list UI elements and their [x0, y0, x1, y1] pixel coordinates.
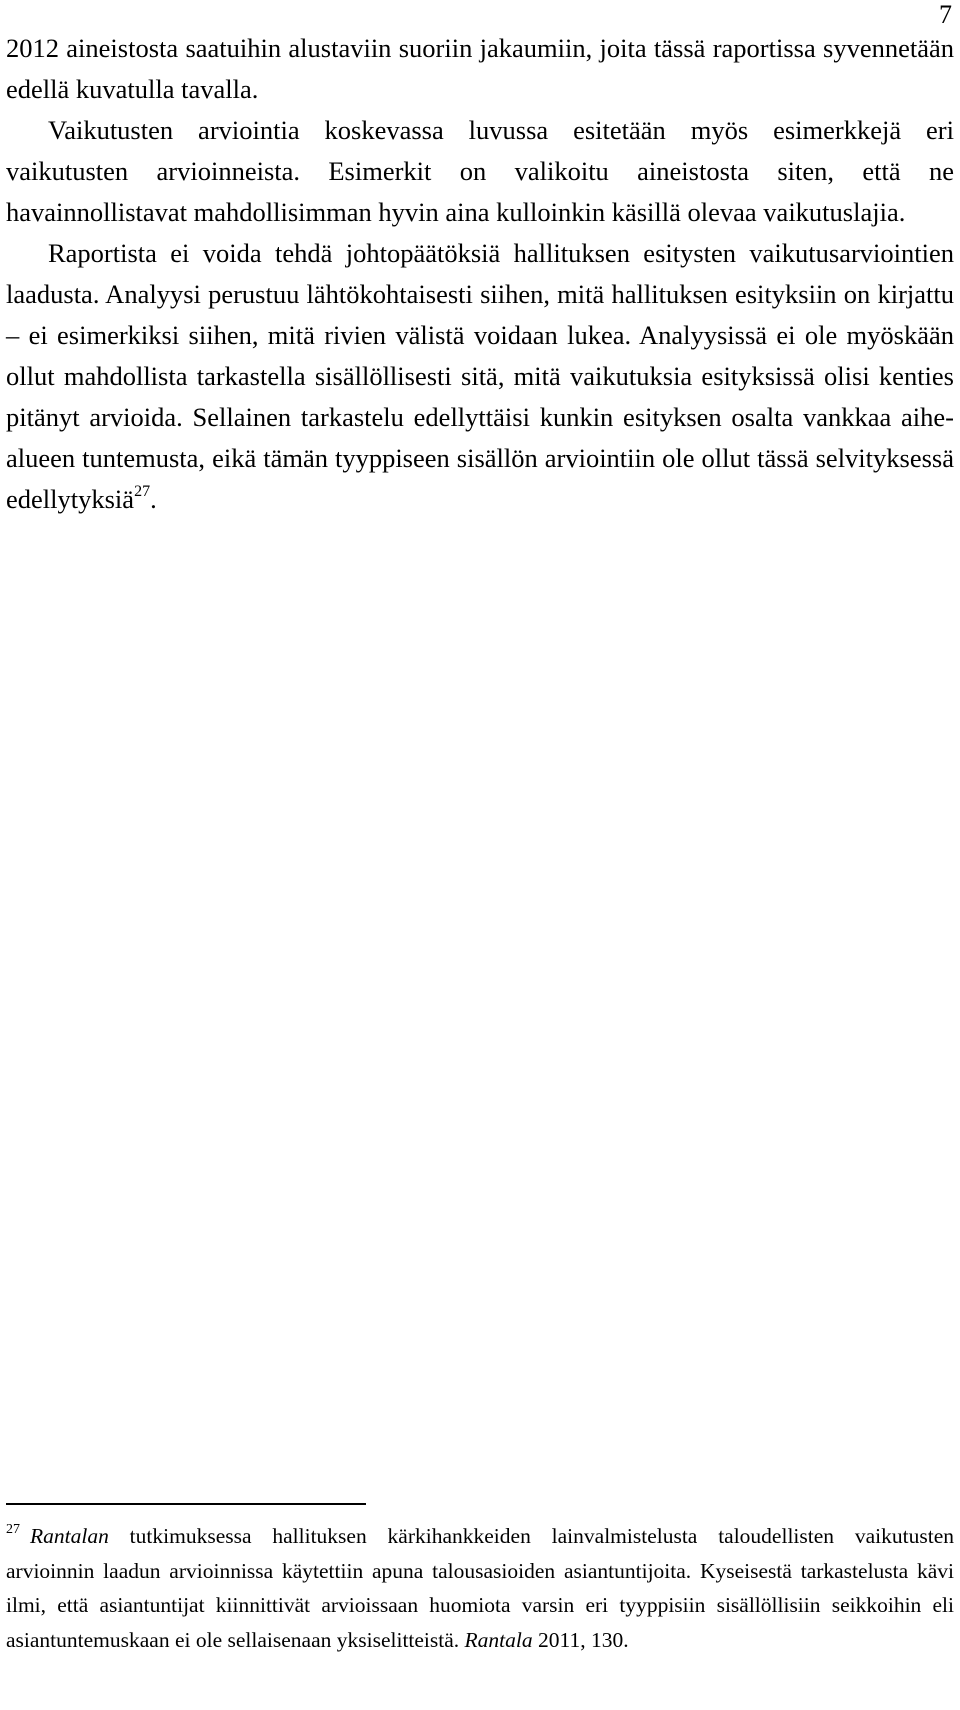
- footnote: [6, 1519, 954, 1657]
- footnote-reference[interactable]: 27: [134, 483, 151, 500]
- footnote-marker: 27: [6, 1522, 20, 1537]
- paragraph-3: [6, 233, 954, 520]
- paragraph-2: Vaikutusten arviointia koskevassa luvussa esitetään myös esimerkkejä eri vaikutusten arvioinneista. Esimerkit on valikoitu aineistosta siten, että ne havainnollistavat mahdollisimman hyvin aina kulloinkin käsillä olevaa vaikutuslajia.: [6, 115, 954, 227]
- footnote-divider: [6, 1503, 366, 1505]
- footnote-27: [6, 1519, 954, 1657]
- paragraph-3-end: .: [150, 484, 157, 514]
- footnote-text: tutkimuksessa hallituksen kärkihankkeiden lainvalmistelusta taloudellisten vaikutusten arvioinnin laadun arvioinnissa käytettiin apuna talousasioiden asiantuntijoita. Kyseisestä tarkastelusta kävi ilmi, että asiantuntijat kiinnittivät arvioissaan huomiota varsin eri tyyppisiin sisällöllisiin seikkoihin eli asiantuntemuskaan ei ole sellaisenaan yksiselitteistä.: [6, 1524, 954, 1652]
- footnote-citation-author: Rantala: [464, 1627, 533, 1652]
- page-number: 7: [939, 0, 952, 29]
- paragraph-1: 2012 aineistosta saatuihin alustaviin suoriin jakaumiin, joita tässä raportissa syvennetään edellä kuvatulla tavalla.: [6, 33, 954, 104]
- footnote-lead-author: Rantalan: [30, 1524, 109, 1548]
- body-text: [6, 28, 954, 520]
- paragraph-3-text: Raportista ei voida tehdä johtopäätöksiä hallituksen esitysten vaikutusarviointien laadusta. Analyysi perustuu lähtökohtaisesti siihen, mitä hallituksen esityksiin on kirjattu – ei esimerkiksi siihen, mitä rivien välistä voidaan lukea. Analyysissä ei ole myöskään ollut mahdollista tarkastella sisällöllisesti sitä, mitä vaikutuksia esityksissä olisi kenties pitänyt arvioida. Sellainen tarkastelu edellyttäisi kunkin esityksen osalta vankkaa aihealueen tuntemusta, eikä tämän tyyppiseen sisällön arviointiin ole ollut tässä selvityksessä edellytyksiä: [6, 238, 954, 514]
- footnote-citation-rest: 2011, 130.: [532, 1627, 629, 1652]
